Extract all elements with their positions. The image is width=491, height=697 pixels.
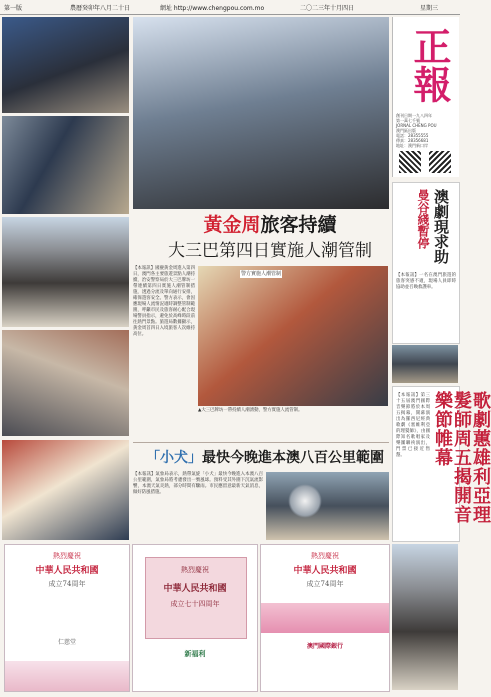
photo-tourists-selfie <box>2 217 129 327</box>
typhoon-story-body: 【本報訊】氣象局表示，熱帶氣旋「小犬」最快今晚進入本澳八百公里範圍，氣象局將考慮發出一號風球。預料受其外圍下沉氣流影響，本澳天氣炎熱，部分時間有驟雨。市民應留意最新天氣消息，做好防風措施。 <box>133 472 263 495</box>
side-story-subtitle: 曼谷綫暫停 <box>416 189 430 249</box>
main-story-body: 【本報訊】國慶黃金周進入第四日，澳門各主要旅遊景點人潮持續，治安警察局於大三巴牌坊一帶連續第四日實施人潮管制措施，透過分流及單向通行安排，確保遊客安全。警方表示，會因應現場人流情況適時調整管制範圍，呼籲市民及旅客耐心配合現場警員指示，避免於高峰時段前往熱門景點。旅遊局數據顯示，黃金周首四日入境旅客人次維持高位。 <box>133 266 195 337</box>
typhoon-map <box>266 472 389 540</box>
ad-decoration <box>261 603 389 633</box>
photo-main-crowd <box>133 17 389 209</box>
music-festival-story <box>392 386 491 542</box>
music-festival-body: 【本報訊】第三十五屆澳門國際音樂節將於本周五揭幕，開幕演出為羅西尼經典歌劇《塞維利亞的理髮師》，由國際知名歌唱家及樂團聯袂演出，門票已接近售罄。 <box>396 393 430 458</box>
masthead-contact: 地址：澳門新口岸 <box>396 143 428 148</box>
music-festival-title: 歌劇蕙雄利亞理髮師周五揭開音樂節帷幕 <box>432 391 491 524</box>
website: 網址 http://www.chengpou.com.mo <box>160 5 265 12</box>
photo-street-crowd <box>2 330 129 436</box>
qr-code-icon <box>429 151 451 173</box>
side-story-title: 澳劇現求助 <box>432 189 450 264</box>
ad-title: 熱烈慶祝 <box>181 566 209 574</box>
main-subhead: 大三巴第四日實施人潮管制 <box>168 241 372 261</box>
headline-red: 黃金周 <box>203 214 261 236</box>
masthead-contact: 電話：28355555 <box>396 133 429 138</box>
ad-title: 熱烈慶祝 <box>53 552 81 560</box>
ad-1 <box>4 544 130 692</box>
qr-code-icon <box>399 151 421 173</box>
ad-sub: 成立七十四周年 <box>170 600 220 608</box>
masthead-title: 正報 <box>407 27 452 103</box>
side-story <box>392 182 460 344</box>
masthead-contact: 傳真：28356681 <box>396 138 429 143</box>
masthead <box>392 17 459 177</box>
ad-3 <box>260 544 390 692</box>
photo-bottom-right <box>392 544 458 690</box>
ad-brand: 澳門國際銀行 <box>306 643 343 650</box>
masthead-line: 創刊日期一九八四年 <box>396 113 432 118</box>
ad-2 <box>132 544 258 692</box>
ad-sub: 成立74周年 <box>306 580 344 588</box>
weekday: 星期三 <box>420 5 439 12</box>
lunar-date: 農曆癸卯年八月二十日 <box>70 5 131 12</box>
photo-police-officer <box>2 116 129 214</box>
main-headline <box>150 214 390 236</box>
masthead-line: JORNAL CHENG POU <box>396 123 437 128</box>
ad-brand: 新福利 <box>184 649 206 658</box>
headline-black: 旅客持續 <box>260 214 337 236</box>
ad-name: 中華人民共和國 <box>293 566 357 576</box>
page-header <box>0 0 460 15</box>
photo-alley-visitors <box>2 440 129 540</box>
ad-sub: 成立74周年 <box>48 580 86 588</box>
photo-side <box>392 345 458 383</box>
masthead-info <box>396 113 456 148</box>
masthead-line: 第一萬七千號 <box>396 118 420 123</box>
photo-street-crowd-main <box>198 266 388 406</box>
typhoon-icon <box>288 484 322 518</box>
divider <box>133 442 389 443</box>
side-story-body: 【本報訊】一名在澳門旅遊的旅客突感不適，現場人員即時協助並召喚救護車。 <box>396 273 456 290</box>
photo-note: 警方實施人潮管制 <box>241 271 282 277</box>
page-number: 第一版 <box>4 5 23 12</box>
typhoon-name: 「小犬」 <box>146 450 202 466</box>
ad-name: 中華人民共和國 <box>163 584 227 594</box>
ad-title: 熱烈慶祝 <box>311 552 339 560</box>
date: 二〇二三年十月四日 <box>300 5 355 12</box>
ad-decoration <box>5 661 129 691</box>
typhoon-headline <box>140 447 390 469</box>
ad-name: 中華人民共和國 <box>35 566 99 576</box>
masthead-line: 澳門區出版 <box>396 128 416 133</box>
photo-police-barrier <box>2 17 129 113</box>
typhoon-headline-text: 最快今晚進本澳八百公里範圍 <box>202 450 384 466</box>
ad-brand: 仁慈堂 <box>57 639 76 646</box>
photo-caption: ▲大三巴牌坊一帶持續人潮湧動，警方實施人流管制。 <box>198 408 303 413</box>
